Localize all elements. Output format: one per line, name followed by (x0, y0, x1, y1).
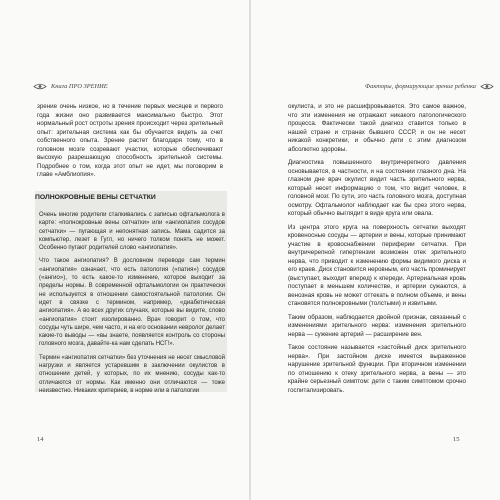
sidebar-title: ПОЛНОКРОВНЫЕ ВЕНЫ СЕТЧАТКИ (35, 194, 156, 201)
paragraph: Такое состояние называется «застойный диск зрительного нерва». При застойном диске имеется выраженное нарушение зрительной функции. При вторичном изменении по отношению к отеку зрительного нерва, а вены — это крайне серьезный симптом: дети с таким симптомом срочно госпитализировать. (288, 344, 466, 394)
sidebar-paragraph: Очень многие родители сталкивались с записью офтальмолога в карте: «полнокровные вены сетчатки» или «ангиопатия сосудов сетчатки» — пугающая и непонятная запись. Мама садится за компьютер, лезет в Гугл, но ничего толком понять не может. Особенно пугают родителей слово «ангиопатия». (39, 212, 225, 252)
right-page (251, 0, 500, 500)
right-body-text (288, 103, 466, 400)
paragraph: Таким образом, наблюдается двойной признак, связанный с изменениями зрительного нерва: изменения зрительного нерва — сужение артерий — расширение вен. (288, 313, 466, 338)
page-number-left: 14 (37, 436, 44, 443)
paragraph: окулиста, и это не расшифровывается. Это самое важное, что эти изменения не отражают никакого патологического процесса. Фактически такой диагноз ставится только в нашей стране и странах бывшего СССР, и он не несет никакой конкретики, и обычно дети с этим диагнозом абсолютно здоровы. (288, 103, 466, 153)
running-head-right (365, 83, 494, 90)
running-head-left (33, 83, 108, 90)
left-body-text (37, 103, 223, 185)
paragraph: Из центра этого круга на поверхность сетчатки выходят кровеносные сосуды — артерии и вены, которые принимают участие в кровоснабжении периферии сетчатки. При внутричерепной гипертензии возможен отек зрительного нерва, что приводит к изменению формы видимого диска и его краев. Диск становится неровным, его часть проминирует (выступает, выходит вперед) к кпереди. Артериальная кровь поступает в меньшем количестве, и артерии сужаются, а венозная кровь не может оттекать в полном объеме, и вены становятся полнокровными (толстыми) и извитыми. (288, 223, 466, 307)
sidebar-paragraph: Термин «ангиопатия сетчатки» без уточнения не несет смысловой нагрузки и является устаревшим в заключении окулистов в отношении детей, у которых, по их мнению, сосуды как-то отличаются от нормы. Как именно они отличаются — тоже неизвестно. Никаких критериев, в норме или в патологии (39, 354, 225, 394)
paragraph: Диагностика повышенного внутричерепного давления основывается, в частности, и на состоянии глазного дна. На глазном дне врач окулист видит часть зрительного нерва, который несет информацию о том, что видит человек, в головной мозг. По сути, это часть головного мозга, доступная осмотру. Офтальмолог наблюдает как бы срез этого нерва, который обычно выглядит в виде круга или овала. (288, 159, 466, 217)
left-page (0, 0, 249, 500)
sidebar-paragraph: Что такое ангиопатия? В дословном переводе сам термин «ангиопатия» означает, что есть патология («патия») сосудов («ангио»), то есть какое-то изменение, которое выходит за пределы нормы. В современной офтальмологии он практически не используется в отношении самостоятельной патологии. Он идет в связке с термином, например, «диабетическая ангиопатия». А во всех других случаях, которые вы видите, слово «ангиопатия» стоит изолированно. Врач говорит о том, что сосуды чуть шире, чем часто, и на его основании невролог делает какие-то выводы — «вы знаете, появляется контроль со стороны головного мозга, давайте-ка нам сделать НСГ!». (39, 258, 225, 348)
eye-ornament-icon (480, 83, 494, 90)
sidebar-body (39, 211, 225, 400)
running-head-right-text: Факторы, формирующие зрение ребенка (365, 83, 476, 90)
running-head-left-text: Книга ПРО ЗРЕНИЕ (51, 83, 108, 90)
eye-ornament-icon (33, 83, 47, 90)
info-sidebar-box (35, 191, 227, 392)
paragraph: зрение очень низкое, но в течение первых месяцев и первого года жизни оно развивается максимально быстро. Этот нормальный рост остроты зрения происходит через зрительный опыт: зрительная система как бы обучается видеть за счет собственного опыта. Зрение растет благодаря тому, что в головном мозге созревают участки, которые обеспечивают высокую разрешающую способность зрительной системы. Подробнее о том, когда этот опыт не идет, мы поговорим в главе «Амблиопия». (37, 103, 223, 178)
page-number-right: 15 (453, 436, 460, 443)
